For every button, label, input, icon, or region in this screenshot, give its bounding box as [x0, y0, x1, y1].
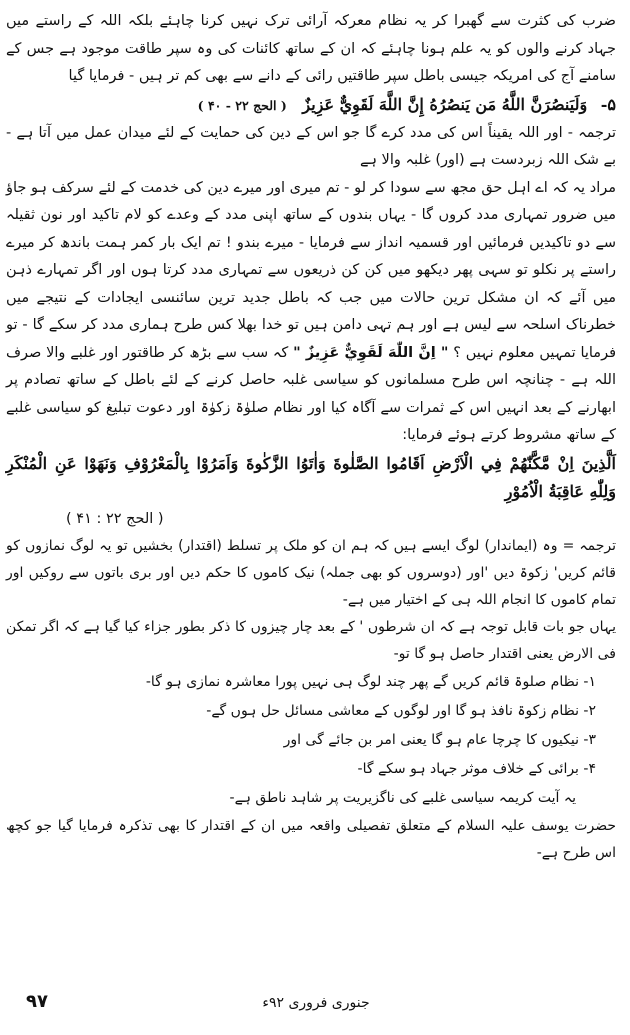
quran-verse-5	[6, 91, 616, 120]
conclusion: یہ آیت کریمہ سیاسی غلبے کی ناگزیریت پر شاہد ناطق ہے-	[229, 790, 576, 806]
issue-date: جنوری فروری ۹۲ء	[262, 995, 370, 1011]
quran-verse-2: اَلَّذِينَ اِنْ مَّكَّنّٰهُمْ فِي الْاَرْضِ اَقَامُوا الصَّلٰوةَ وَاٰتَوُا الزَّكٰوةَ وَاَمَرُوْا بِالْمَعْرُوْفِ وَنَهَوْا عَنِ الْمُنْكَرِ وَلِلّٰهِ عَاقِبَةُ الْاُمُوْرِ	[6, 453, 617, 501]
page-number: ۹۷	[26, 991, 48, 1012]
list-item: ۳- نیکیوں کا چرچا عام ہو گا یعنی امر بن جائے گی اور	[283, 732, 596, 748]
verse-number: ۵-	[600, 94, 616, 114]
verse-2-reference: ( الحج ۲۲ : ۴۱ )	[66, 510, 164, 527]
list-item: ۲- نظام زکوۃ نافذ ہو گا اور لوگوں کے معاشی مسائل حل ہوں گے-	[206, 703, 596, 719]
inline-quote: " اِنَّ اللّٰهَ لَقَوِيٌّ عَزِيزٌ "	[293, 344, 449, 361]
article-body	[6, 8, 616, 867]
translation-1: ترجمہ - اور اللہ یقیناً اس کی مدد کرے گا جو اس کے دین کی حمایت کے لئے میدان عمل میں آتا ہے - بے شک اللہ زبردست ہے (اور) غلبہ والا ہے	[6, 124, 616, 168]
list-item: ۱- نظام صلوۃ قائم کریں گے پھر چند لوگ ہی نہیں پورا معاشرہ نمازی ہو گا-	[145, 674, 596, 690]
explanation-paragraph	[6, 175, 616, 450]
page-footer	[0, 985, 630, 1025]
intro-paragraph: ضرب کی کثرت سے گھبرا کر یہ نظام معرکہ آرائی ترک نہیں کرنا چاہئے بلکہ اللہ کے راستے میں جہاد کرنے والوں کو یہ علم ہونا چاہئے کہ ان کے ساتھ کائنات کی وہ سپر طاقت موجود ہے جس کے سامنے آج کی امریکہ جیسی باطل سپر طاقتیں رائی کے دانے سے بھی کم تر ہیں - فرمایا گیا	[6, 13, 616, 84]
translation-2: ترجمہ = وہ (ایماندار) لوگ ایسے ہیں کہ ہم ان کو ملک پر تسلط (اقتدار) بخشیں تو یہ لوگ نمازوں کو قائم کریں' زکوۃ دیں 'اور (دوسروں کو بھی جملہ) نیک کاموں کا حکم دیں اور بری باتوں سے روکیں اور تمام کاموں کا انجام اللہ ہی کے اختیار میں ہے-	[6, 538, 616, 608]
verse-text: وَلَيَنصُرَنَّ اللَّهُ مَن يَنصُرُهُ إِنَّ اللَّهَ لَقَوِيٌّ عَزِيزٌ	[302, 94, 588, 114]
note-paragraph: یہاں جو بات قابل توجہ ہے کہ ان شرطوں ' کے بعد چار چیزوں کا ذکر بطور جزاء کیا گیا ہے کہ اگر تمکن فی الارض یعنی اقتدار حاصل ہو گا تو-	[6, 619, 616, 662]
explanation-text: مراد یہ کہ اے اہل حق مجھ سے سودا کر لو - تم میری اور میرے دین کی خدمت کے لئے سرکف ہو جاؤ میں ضرور تمہاری مدد کروں گا - یہاں بندوں کے ساتھ اپنی مدد کے وعدے کو لام تاکید اور نون ثقیلہ سے دو تاکیدیں فرمائیں اور قسمیہ انداز سے فرمایا - میرے بندو ! تم ایک بار کمر ہمت باندھ کر میرے راستے پر نکلو تو سہی پھر دیکھو میں کن کن ذریعوں سے تمہاری مدد کرتا ہوں اور اگر تمہارے ذہن میں آئے کہ ان مشکل ترین حالات میں جب کہ باطل جدید ترین سائنسی ایجادات کے نتیجے میں خطرناک اسلحہ سے لیس ہے اور ہم تہی دامن ہیں تو خدا بھلا کس طرح ہماری مدد کر سکے گا - تو فرمایا تمہیں معلوم نہیں ؟	[6, 179, 617, 361]
list-item: ۴- برائی کے خلاف موثر جہاد ہو سکے گا-	[357, 761, 596, 777]
explanation-text-2: کہ سب سے بڑھ کر طاقتور اور غلبے والا صرف اللہ ہے - چنانچہ اس طرح مسلمانوں کو سیاسی غلبہ حاصل کرنے کے لئے باطل کے ساتھ تصادم پر ابھارنے کے بعد انہیں اس کے ثمرات سے آگاہ کیا اور نظام صلوٰۃ زکوٰۃ اور دعوت تبلیغ کو سیاسی غلبے کے ساتھ مشروط کرتے ہوئے فرمایا:	[6, 344, 616, 443]
verse-reference: ( الحج ۲۲ - ۴۰ )	[197, 97, 287, 113]
closing-paragraph: حضرت یوسف علیہ السلام کے متعلق تفصیلی واقعہ میں ان کے اقتدار کا بھی تذکرہ فرمایا گیا جو کچھ اس طرح ہے-	[6, 818, 616, 861]
